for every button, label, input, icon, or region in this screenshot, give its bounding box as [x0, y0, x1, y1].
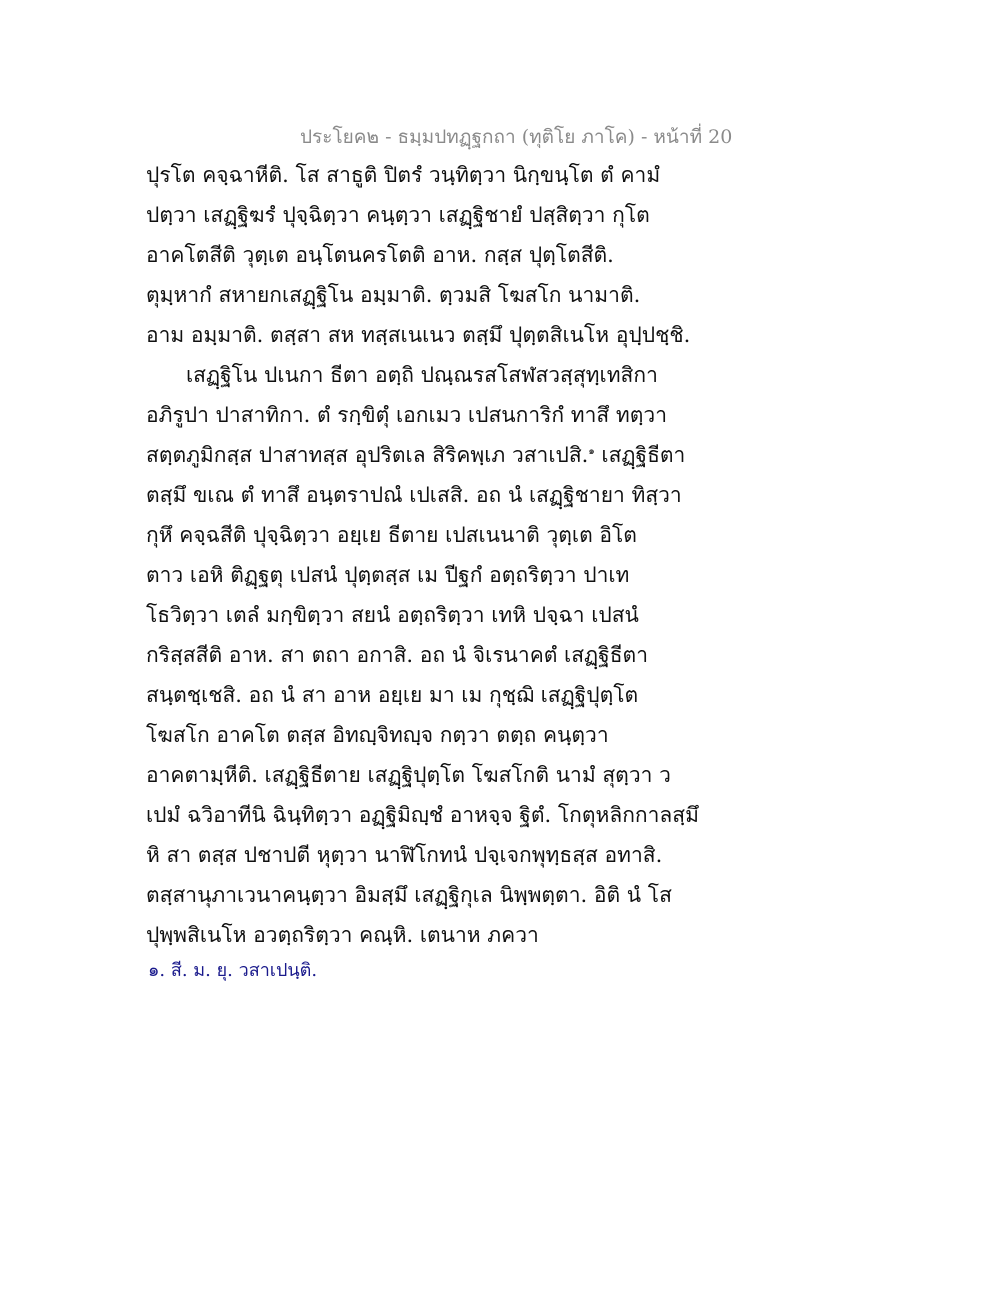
text-line-8-tail: เสฏฺฐิธีตา	[601, 443, 686, 467]
text-line-8-main: สตฺตภูมิกสฺส ปาสาทสฺส อุปริตเล สิริคพฺเภ วสาเปสิ.	[146, 443, 589, 467]
text-line-4: ตุมฺหากํ สหายกเสฏฺฐิโน อมฺมาติ. ตฺวมสิ โฆสโก นามาติ.	[146, 283, 641, 307]
body-text	[146, 155, 699, 955]
text-line-2: ปตฺวา เสฏฺฐิฆรํ ปุจฺฉิตฺวา คนฺตฺวา เสฏฺฐิชายํ ปสฺสิตฺวา กุโต	[146, 203, 650, 227]
page-header: ประโยค๒ - ธมฺมปทฏฺฐกถา (ทุติโย ภาโค) - หน้าที่ 20	[300, 126, 733, 148]
text-line-11: ตาว เอหิ ติฏฺฐตุ เปสนํ ปุตฺตสฺส เม ปีฐกํ อตฺถริตฺวา ปาเท	[146, 563, 630, 587]
text-line-19: ตสฺสานุภาเวนาคนฺตฺวา อิมสฺมึ เสฏฺฐิกุเล นิพฺพตฺตา. อิติ นํ โส	[146, 883, 672, 907]
text-line-8	[146, 435, 686, 475]
text-line-1: ปุรโต คจฺฉาหีติ. โส สาธูติ ปิตรํ วนฺทิตฺวา นิกฺขนฺโต ตํ คามํ	[146, 163, 661, 187]
footnote: ๑. สี. ม. ยุ. วสาเปนฺติ.	[148, 960, 318, 981]
text-line-10: กุหึ คจฺฉสีติ ปุจฺฉิตฺวา อยฺเย ธีตาย เปสเนนาติ วุตฺเต อิโต	[146, 523, 637, 547]
text-line-5: อาม อมฺมาติ. ตสฺสา สห ทสฺสเนเนว ตสฺมึ ปุตฺตสิเนโห อุปฺปชฺชิ.	[146, 323, 691, 347]
text-line-18: หิ สา ตสฺส ปชาปตี หุตฺวา นาฬิโกทนํ ปจฺเจกพุทฺธสฺส อทาสิ.	[146, 843, 663, 867]
text-line-15: โฆสโก อาคโต ตสฺส อิทญฺจิทญฺจ กตฺวา ตตฺถ คนฺตฺวา	[146, 723, 609, 747]
text-line-20: ปุพฺพสิเนโห อวตฺถริตฺวา คณฺหิ. เตนาห ภควา	[146, 923, 539, 947]
text-line-13: กริสฺสสีติ อาห. สา ตถา อกาสิ. อถ นํ จิเรนาคตํ เสฏฺฐิธีตา	[146, 643, 648, 667]
text-line-7: อภิรูปา ปาสาทิกา. ตํ รกฺขิตุํ เอกเมว เปสนการิกํ ทาสึ ทตฺวา	[146, 403, 667, 427]
text-line-9: ตสฺมึ ขเณ ตํ ทาสึ อนฺตราปณํ เปเสสิ. อถ นํ เสฏฺฐิชายา ทิสฺวา	[146, 483, 682, 507]
text-line-17: เปมํ ฉวิอาทีนิ ฉินฺทิตฺวา อฏฺฐิมิญฺชํ อาหจฺจ ฐิตํ. โกตุหลิกกาลสฺมึ	[146, 803, 699, 827]
text-line-3: อาคโตสีติ วุตฺเต อนฺโตนครโตติ อาห. กสฺส ปุตฺโตสีติ.	[146, 243, 614, 267]
text-line-12: โธวิตฺวา เตลํ มกฺขิตฺวา สยนํ อตฺถริตฺวา เทหิ ปจฺฉา เปสนํ	[146, 603, 639, 627]
paragraph-start-line: เสฏฺฐิโน ปเนกา ธีตา อตฺถิ ปณฺณรสโสฬสวสฺสุทฺเทสิกา	[186, 363, 658, 387]
text-line-14: สนฺตชฺเชสิ. อถ นํ สา อาห อยฺเย มา เม กุชฺฌิ เสฏฺฐิปุตฺโต	[146, 683, 639, 707]
text-line-16: อาคตามฺหีติ. เสฏฺฐิธีตาย เสฏฺฐิปุตฺโต โฆสโกติ นามํ สุตฺวา ว	[146, 763, 671, 787]
footnote-reference: ๑	[588, 446, 595, 457]
